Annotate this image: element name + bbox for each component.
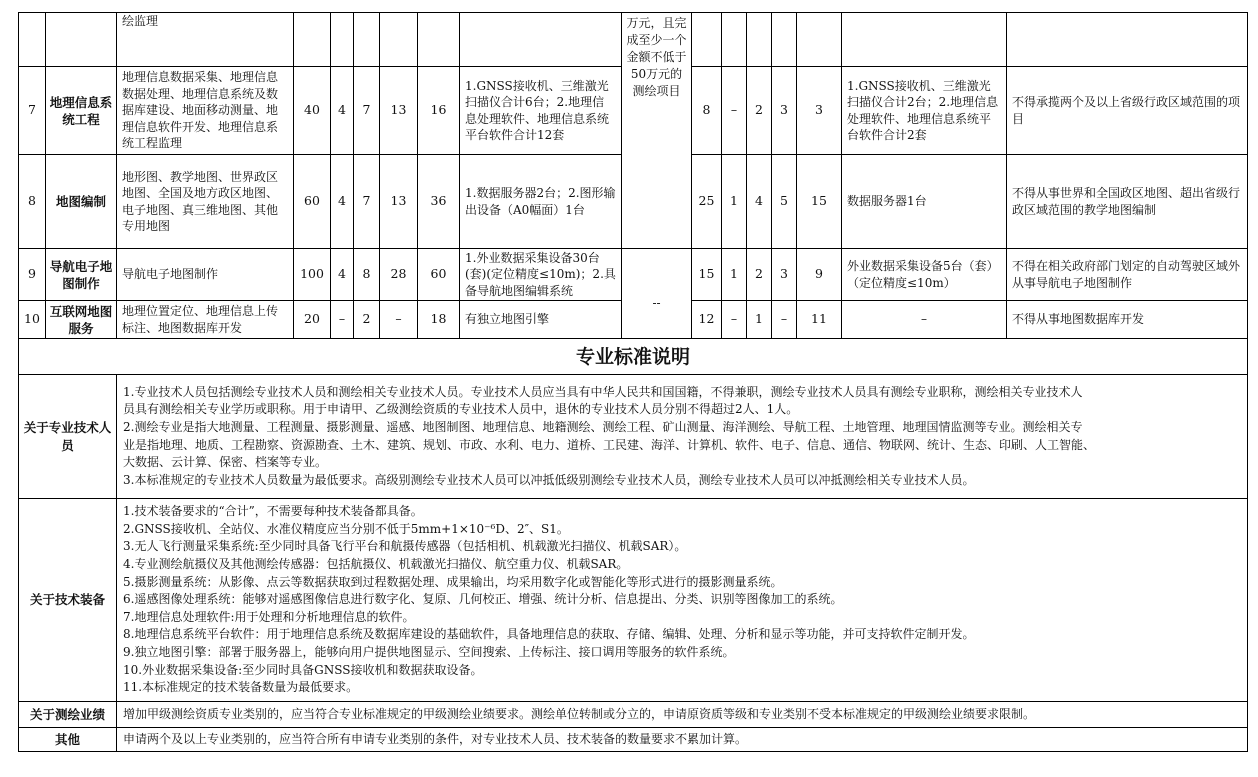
scope-cell: 绘监理 bbox=[117, 13, 294, 67]
note-row-performance bbox=[19, 702, 1248, 728]
category-name: 互联网地图服务 bbox=[46, 301, 117, 339]
grade-a-related: 60 bbox=[418, 249, 460, 301]
grade-b-middle: 1 bbox=[747, 301, 772, 339]
grade-b-senior: 1 bbox=[722, 155, 747, 249]
grade-a-related: 16 bbox=[418, 67, 460, 155]
grade-a-total: 60 bbox=[294, 155, 331, 249]
grade-a-junior: – bbox=[380, 301, 418, 339]
note-content: 申请两个及以上专业类别的，应当符合所有申请专业类别的条件，对专业技术人员、技术装备的数量要求不累加计算。 bbox=[117, 728, 1248, 752]
table-row bbox=[19, 249, 1248, 301]
note-row-other bbox=[19, 728, 1248, 752]
grade-b-total: 8 bbox=[692, 67, 722, 155]
row-number: 8 bbox=[19, 155, 46, 249]
grade-b-junior: – bbox=[772, 301, 797, 339]
grade-b-equipment: 1.GNSS接收机、三维激光扫描仪合计2台；2.地理信息处理软件、地理信息系统平台软件合计2套 bbox=[842, 67, 1007, 155]
grade-b-junior: 5 bbox=[772, 155, 797, 249]
grade-b-limit: 不得承揽两个及以上省级行政区域范围的项目 bbox=[1007, 67, 1248, 155]
grade-a-related: 18 bbox=[418, 301, 460, 339]
grade-a-middle: 7 bbox=[354, 67, 380, 155]
section-title: 专业标准说明 bbox=[19, 339, 1248, 375]
performance-requirement-note: 万元，且完成至少一个金额不低于50万元的测绘项目 bbox=[622, 13, 692, 249]
grade-a-senior: 4 bbox=[331, 249, 354, 301]
grade-b-middle: 2 bbox=[747, 249, 772, 301]
grade-b-middle: 2 bbox=[747, 67, 772, 155]
row-number: 9 bbox=[19, 249, 46, 301]
grade-b-related: 15 bbox=[797, 155, 842, 249]
grade-b-total: 12 bbox=[692, 301, 722, 339]
grade-a-equipment: 1.数据服务器2台；2.图形输出设备（A0幅面）1台 bbox=[460, 155, 622, 249]
note-label: 关于测绘业绩 bbox=[19, 702, 117, 728]
note-label: 关于专业技术人员 bbox=[19, 375, 117, 499]
section-title-row bbox=[19, 339, 1248, 375]
grade-a-total: 100 bbox=[294, 249, 331, 301]
category-name: 地图编制 bbox=[46, 155, 117, 249]
grade-a-middle: 8 bbox=[354, 249, 380, 301]
grade-b-total: 15 bbox=[692, 249, 722, 301]
grade-a-junior: 28 bbox=[380, 249, 418, 301]
grade-b-equipment: 外业数据采集设备5台（套）（定位精度≤10m） bbox=[842, 249, 1007, 301]
note-content: 增加甲级测绘资质专业类别的，应当符合专业标准规定的甲级测绘业绩要求。测绘单位转制或分立的，申请原资质等级和专业类别不受本标准规定的甲级测绘业绩要求限制。 bbox=[117, 702, 1248, 728]
scope-cell: 地理位置定位、地理信息上传标注、地图数据库开发 bbox=[117, 301, 294, 339]
continuation-row bbox=[19, 13, 1248, 67]
grade-a-middle: 2 bbox=[354, 301, 380, 339]
grade-a-related: 36 bbox=[418, 155, 460, 249]
grade-b-related: 11 bbox=[797, 301, 842, 339]
grade-a-senior: 4 bbox=[331, 155, 354, 249]
grade-a-equipment: 有独立地图引擎 bbox=[460, 301, 622, 339]
row-number: 10 bbox=[19, 301, 46, 339]
scope-cell: 地形图、教学地图、世界政区地图、全国及地方政区地图、电子地图、真三维地图、其他专用地图 bbox=[117, 155, 294, 249]
grade-b-limit: 不得从事地图数据库开发 bbox=[1007, 301, 1248, 339]
grade-b-limit: 不得从事世界和全国政区地图、超出省级行政区域范围的教学地图编制 bbox=[1007, 155, 1248, 249]
grade-b-equipment: – bbox=[842, 301, 1007, 339]
grade-a-total: 20 bbox=[294, 301, 331, 339]
note-content: 1.专业技术人员包括测绘专业技术人员和测绘相关专业技术人员。专业技术人员应当具有中华人民共和国国籍，不得兼职，测绘专业技术人员具有测绘专业职称，测绘相关专业技术人 员具有测绘相关专业学历或职称。用于申请甲、乙级测绘资质的专业技术人员中，退休的专业技术人员分别不得超过2人、1人。 2.测绘专业是指大地测量、工程测量、摄影测量、遥感、地图制图、地理信息、地籍测绘、测绘工程、矿山测量、海洋测绘、导航工程、土地管理、地理国情监测等专业。测绘相关专 业是指地理、地质、工程勘察、资源勘查、土木、建筑、规划、市政、水利、电力、道桥、工民建、海洋、计算机、软件、电子、信息、通信、物联网、统计、生态、印刷、人工智能、 大数据、云计算、保密、档案等专业。 3.本标准规定的专业技术人员数量为最低要求。高级别测绘专业技术人员可以冲抵低级别测绘专业技术人员，测绘专业技术人员可以冲抵测绘相关专业技术人员。 bbox=[117, 375, 1248, 499]
grade-b-senior: – bbox=[722, 67, 747, 155]
scope-cell: 地理信息数据采集、地理信息数据处理、地理信息系统及数据库建设、地面移动测量、地理信息软件开发、地理信息系统工程监理 bbox=[117, 67, 294, 155]
grade-a-junior: 13 bbox=[380, 67, 418, 155]
grade-a-total: 40 bbox=[294, 67, 331, 155]
grade-b-related: 9 bbox=[797, 249, 842, 301]
grade-b-equipment: 数据服务器1台 bbox=[842, 155, 1007, 249]
grade-a-middle: 7 bbox=[354, 155, 380, 249]
grade-a-equipment: 1.外业数据采集设备30台(套)(定位精度≤10m)；2.具备导航地图编辑系统 bbox=[460, 249, 622, 301]
scope-cell: 导航电子地图制作 bbox=[117, 249, 294, 301]
grade-a-senior: – bbox=[331, 301, 354, 339]
grade-b-junior: 3 bbox=[772, 249, 797, 301]
grade-b-limit: 不得在相关政府部门划定的自动驾驶区域外从事导航电子地图制作 bbox=[1007, 249, 1248, 301]
standards-table bbox=[18, 12, 1248, 752]
note-label: 其他 bbox=[19, 728, 117, 752]
grade-a-senior: 4 bbox=[331, 67, 354, 155]
grade-a-equipment: 1.GNSS接收机、三维激光扫描仪合计6台；2.地理信息处理软件、地理信息系统平台软件合计12套 bbox=[460, 67, 622, 155]
row-number: 7 bbox=[19, 67, 46, 155]
grade-b-related: 3 bbox=[797, 67, 842, 155]
grade-b-total: 25 bbox=[692, 155, 722, 249]
grade-b-middle: 4 bbox=[747, 155, 772, 249]
category-name: 地理信息系统工程 bbox=[46, 67, 117, 155]
grade-b-senior: – bbox=[722, 301, 747, 339]
standards-table-page bbox=[18, 12, 1247, 752]
grade-b-senior: 1 bbox=[722, 249, 747, 301]
note-row-personnel bbox=[19, 375, 1248, 499]
category-name: 导航电子地图制作 bbox=[46, 249, 117, 301]
note-label: 关于技术装备 bbox=[19, 499, 117, 702]
middle-dash: -- bbox=[622, 249, 692, 339]
note-content: 1.技术装备要求的“合计”，不需要每种技术装备都具备。 2.GNSS接收机、全站仪、水准仪精度应当分别不低于5mm+1×10⁻⁶D、2″、S1。 3.无人飞行测量采集系统:至少同时具备飞行平台和航摄传感器（包括相机、机载激光扫描仪、机载SAR）。 4.专业测绘航摄仪及其他测绘传感器：包括航摄仪、机载激光扫描仪、航空重力仪、机载SAR。 5.摄影测量系统：从影像、点云等数据获取到过程数据处理、成果输出，均采用数字化或智能化等形式进行的摄影测量系统。 6.遥感图像处理系统：能够对遥感图像信息进行数字化、复原、几何校正、增强、统计分析、信息提出、分类、识别等图像加工的系统。 7.地理信息处理软件:用于处理和分析地理信息的软件。 8.地理信息系统平台软件：用于地理信息系统及数据库建设的基础软件，具备地理信息的获取、存储、编辑、处理、分析和显示等功能，并可支持软件定制开发。 9.独立地图引擎：部署于服务器上，能够向用户提供地图显示、空间搜索、上传标注、接口调用等服务的软件系统。 10.外业数据采集设备:至少同时具备GNSS接收机和数据获取设备。 11.本标准规定的技术装备数量为最低要求。 bbox=[117, 499, 1248, 702]
grade-a-junior: 13 bbox=[380, 155, 418, 249]
grade-b-junior: 3 bbox=[772, 67, 797, 155]
note-row-equipment bbox=[19, 499, 1248, 702]
